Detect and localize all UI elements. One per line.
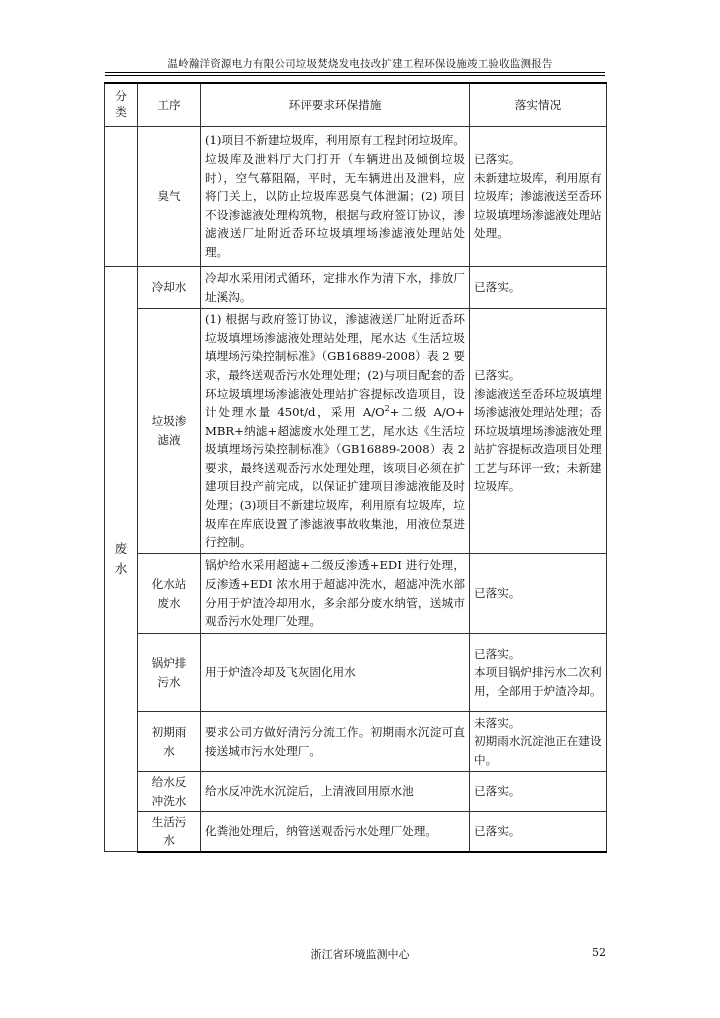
table-row	[105, 267, 607, 309]
category-wastewater: 废 水	[105, 267, 138, 852]
header-rule	[105, 72, 605, 73]
implementation-cell: 已落实。	[470, 812, 607, 852]
measures-text: +二级 A/O+ MBR+纳滤+超滤废水处理工艺，尾水达《生活垃圾填埋场污染控制标准》（GB16889-2008）表 2 要求，最终送观岙污水处理处理，该项目必须在扩建项目投产前完成，以保证扩建项目渗滤液能及时处理；(3)项目不新建垃圾库，利用原有垃圾库，垃圾库在库底设置了渗滤液事故收集池，用液位泵进行控制。	[205, 405, 465, 550]
implementation-cell: 已落实。	[470, 267, 607, 309]
category-cell-empty	[105, 127, 138, 267]
process-cell: 锅炉排 污水	[138, 634, 201, 712]
table-row	[105, 712, 607, 772]
measures-cell: 用于炉渣冷却及飞灰固化用水	[201, 634, 470, 712]
table-row	[105, 772, 607, 812]
table-row	[105, 554, 607, 634]
implementation-cell: 未落实。 初期雨水沉淀池正在建设中。	[470, 712, 607, 772]
table-header-row	[105, 83, 607, 127]
page-number: 52	[592, 946, 606, 959]
measures-cell: 锅炉给水采用超滤+二级反渗透+EDI 进行处理，反渗透+EDI 浓水用于超滤冲洗水，超滤冲洗水部分用于炉渣冷却用水，多余部分废水纳管，送城市观岙污水处理厂处理。	[201, 554, 470, 634]
measures-cell	[201, 309, 470, 554]
implementation-cell: 已落实。	[470, 772, 607, 812]
table-row	[105, 812, 607, 852]
measures-superscript: 2	[384, 404, 390, 414]
footer-organization: 浙江省环境监测中心	[310, 948, 410, 961]
measures-cell: 冷却水采用闭式循环，定排水作为清下水，排放厂址溪沟。	[201, 267, 470, 309]
table-row	[105, 309, 607, 554]
implementation-cell: 已落实。	[470, 554, 607, 634]
report-header-title: 温岭瀚洋资源电力有限公司垃圾焚烧发电技改扩建工程环保设施竣工验收监测报告	[167, 58, 553, 70]
measures-cell: 给水反冲洗水沉淀后，上清液回用原水池	[201, 772, 470, 812]
header-category: 分 类	[105, 83, 138, 127]
table-row	[105, 634, 607, 712]
process-cell: 化水站 废水	[138, 554, 201, 634]
implementation-cell: 已落实。 渗滤液送至岙环垃圾填埋场渗滤液处理站处理；岙环垃圾填埋场渗滤液处理站扩容提标改造项目处理工艺与环评一致；未新建垃圾库。	[470, 309, 607, 554]
process-cell: 臭气	[138, 127, 201, 267]
measures-cell: 化粪池处理后，纳管送观岙污水处理厂处理。	[201, 812, 470, 852]
measures-text: (1) 根据与政府签订协议，渗滤液送厂址附近岙环垃圾填埋场渗滤液处理站处理，尾水达《生活垃圾填埋场污染控制标准》（GB16889-2008）表 2 要求，最终送观岙污水处理处理；(2)与项目配套的岙环垃圾填埋场渗滤液处理站扩容提标改造项目，设计处理水量 450t/d，采用 A/O	[205, 312, 465, 420]
header-implementation: 落实情况	[470, 83, 607, 127]
process-cell: 初期雨 水	[138, 712, 201, 772]
header-measures: 环评要求环保措施	[201, 83, 470, 127]
process-cell: 垃圾渗 滤液	[138, 309, 201, 554]
header-rule	[105, 75, 605, 76]
process-cell: 冷却水	[138, 267, 201, 309]
environmental-measures-table	[104, 82, 607, 853]
measures-cell: (1)项目不新建垃圾库，利用原有工程封闭垃圾库。垃圾库及泄料厅大门打开（车辆进出及倾倒垃圾时），空气幕阻隔，平时，无车辆进出及泄料，应将门关上，以防止垃圾库恶臭气体泄漏；(2) 项目不设渗滤液处理构筑物，根据与政府签订协议，渗滤液送厂址附近岙环垃圾填埋场渗滤液处理站处理。	[201, 127, 470, 267]
measures-cell: 要求公司方做好清污分流工作。初期雨水沉淀可直接送城市污水处理厂。	[201, 712, 470, 772]
process-cell: 给水反 冲洗水	[138, 772, 201, 812]
implementation-cell: 已落实。 本项目锅炉排污水二次利用，全部用于炉渣冷却。	[470, 634, 607, 712]
header-process: 工序	[138, 83, 201, 127]
process-cell: 生活污 水	[138, 812, 201, 852]
implementation-cell: 已落实。 未新建垃圾库，利用原有垃圾库；渗滤液送至岙环垃圾填埋场渗滤液处理站处理。	[470, 127, 607, 267]
table-row	[105, 127, 607, 267]
